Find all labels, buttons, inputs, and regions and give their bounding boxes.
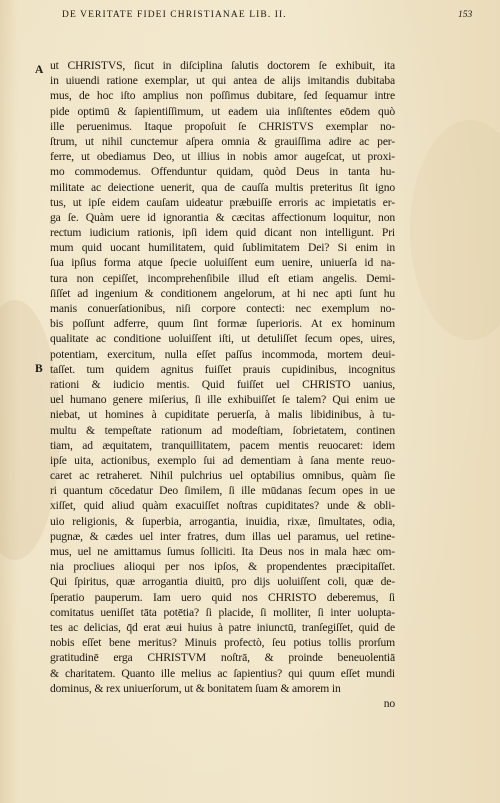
- text-line: bis poſſunt adferre, quum ſint formæ ſuperioris. At ex hominum: [50, 317, 395, 331]
- text-line: ferre, ut obediamus Deo, ut illius in nobis amor augeſcat, ut proxi-: [50, 150, 395, 164]
- text-line: qualitate ac conditione uoluiſſent iſti, ut detuliſſet ſecum opes, uires,: [50, 332, 395, 346]
- catchword: no: [383, 696, 395, 710]
- text-line: nobis eſſet bene meritus? Minuis profectò, ſeu potius tollis prorſum: [50, 636, 395, 650]
- text-line: rectum iudicium rationis, ipſi idem quid dicant non intelligunt. Pri: [50, 226, 395, 240]
- text-line: ut CHRISTVS, ſicut in diſciplina ſalutis doctorem ſe exhibuit, ita: [50, 59, 395, 72]
- text-line: uio religionis, & ſuperbia, arrogantia, inuidia, rixæ, ſimultates, odia,: [50, 514, 395, 528]
- text-line: dominus, & rex uniuerſorum, ut & bonitatem ſuam & amorem in: [50, 681, 341, 695]
- text-line: mus, uel ne amittamus ſumus ſolliciti. Ita Deus nos in mala hæc om-: [50, 545, 395, 558]
- text-line: taſſet. tum quidem agnitus fuiſſet prauis cupidinibus, incognitus: [50, 362, 395, 376]
- text-line: mus, de hoc iſto amplius non poſſimus dubitare, ſed ſequamur intre: [50, 89, 395, 103]
- text-line: comitatus ueniſſet tāta potētia? ſi placide, ſi molliter, ſi inter uolupta-: [50, 605, 395, 619]
- text-line: ipſe uita, actionibus, exemplo ſui ad dementiam à ſana mente reuo-: [50, 453, 395, 467]
- text-line: nia procliues alioqui per nos ipſos, & propendentes præcipitaſſet.: [50, 560, 395, 574]
- text-line: mum quid uocant humilitatem, quid ſublimitatem Dei? Si enim in: [50, 241, 395, 255]
- text-line: tus, ut ipſe eidem cauſam uideatur præbuiſſe erroris ac impietatis er-: [50, 195, 395, 209]
- text-line: ſua ipſius forma atque ſpecie uoluiſſent eum uenire, uniuerſa id na-: [50, 256, 395, 270]
- text-line: mo commodemus. Offenduntur quidam, quòd Deus in tanta hu-: [50, 165, 395, 179]
- paper-stain: [410, 120, 500, 340]
- text-line: ri quantum cōcedatur Deo ſimilem, ſi ille mūdanas ſecum opes in ue: [50, 484, 395, 498]
- text-line: Qui ſpiritus, quæ arrogantia diuitū, pro dijs uoluiſſent coli, quæ de-: [50, 575, 395, 589]
- text-line: ga ſe. Quàm uere id ignorantia & cæcitas affectionum loquitur, non: [50, 210, 395, 224]
- text-line: & charitatem. Quanto ille melius ac ſapientius? qui quum eſſet mundi: [50, 666, 395, 680]
- text-line: manis conuerſationibus, niſi corpore contecti: nec exemplum no-: [50, 302, 395, 315]
- margin-marker-b: B: [35, 363, 43, 375]
- body-text: [50, 58, 395, 711]
- running-head-title: DE VERITATE FIDEI CHRISTIANAE LIB. II.: [62, 10, 287, 20]
- text-line: ſiſſet ad ingenium & conditionem angelorum, at hi nec apti ſunt hu: [50, 286, 395, 300]
- text-line: potentiam, exercitum, nulla eſſet paſſus incommoda, mortem deui-: [50, 347, 395, 361]
- text-line: xiſſet, quid aliud quàm exacuiſſet noſtras cupiditates? unde & obli-: [50, 499, 395, 513]
- text-line: gratitudinē erga CHRISTVM noſtrā, & proinde beneuolentiā: [50, 651, 395, 665]
- text-line: tes ac delicias, q̄d erat æui huius à patre iniunctū, tranſegiſſet, quid de: [50, 620, 395, 634]
- text-line: pugnæ, & cædes uel inter fratres, dum illas uel paramus, uel retine-: [50, 529, 395, 543]
- text-line: uel humano genere miſerius, ſi ille exhibuiſſet ſe talem? Qui enim ue: [50, 393, 395, 407]
- text-line: militate ac deiectione uenerit, qua de cauſſa multis preteritus ſit igno: [50, 180, 395, 194]
- page-number: 153: [458, 10, 473, 20]
- text-line: tura non cepiſſet, incomprehenſibile illud eſt etiam angelis. Demi-: [50, 271, 395, 285]
- margin-marker-a: A: [35, 64, 44, 76]
- text-line: tiam, ad æquitatem, tranquillitatem, pacem mentis reuocaret: idem: [50, 438, 395, 452]
- text-line: in uiuendi ratione exemplar, ut qui antea de alijs imitandis dubitaba: [50, 74, 395, 88]
- text-line: caret ac retraheret. Nihil pulchrius uel optabilius omnibus, quàm ſie: [50, 469, 395, 483]
- text-line: multu & tempeſtate rationum ad modeſtiam, ſobrietatem, continen: [50, 423, 395, 437]
- running-head: [0, 10, 500, 24]
- text-line: rationi & iudicio mentis. Quid fuiſſet uel CHRISTO uanius,: [50, 377, 395, 391]
- text-line: pide optimū & ſapientiſſimum, ut eadem uia inſiſtentes eōdem quò: [50, 104, 395, 118]
- text-line: ille peruenimus. Itaque propoſuit ſe CHRISTVS exemplar no-: [50, 119, 395, 133]
- text-line: ſtrum, ut nihil cunctemur aſpera omnia & grauiſſima adire ac per-: [50, 134, 395, 148]
- text-line: ſperatio pauperum. Iam uero quid nos CHRISTO deberemus, ſi: [50, 590, 395, 604]
- text-line: niebat, ut homines à cupiditate peruerſa, à malis libidinibus, à tu-: [50, 408, 395, 422]
